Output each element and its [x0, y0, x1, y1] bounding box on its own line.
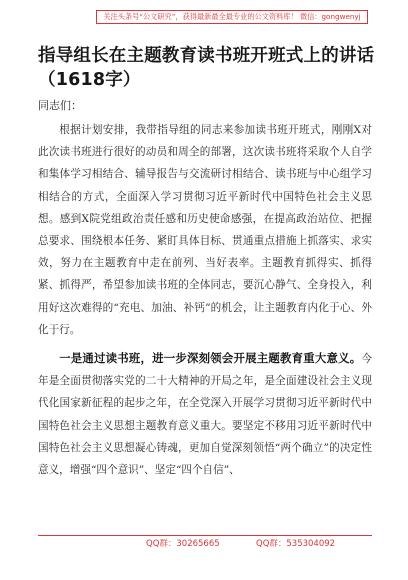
- qq-group-2: QQ群：535304092: [256, 539, 336, 549]
- section-paragraph: [38, 347, 372, 481]
- promo-banner[interactable]: 关注头条号“公文研究”，获得最新最全最专业的公文资料库！ 微信：gongwenyj: [96, 10, 368, 24]
- footer: [0, 536, 408, 552]
- intro-paragraph: 根据计划安排，我带指导组的同志来参加读书班开班式，刚刚X对此次读书班进行很好的动员和周全的部署，这次读书班将采取个人自学和集体学习相结合、辅导报告与交流研讨相结合、读书班与中心组学习相结合的方式，全面深入学习贯彻习近平新时代中国特色社会主义思想。感到X院党组政治责任感和历史使命感强，在提高政治站位、把握总要求、围绕根本任务、紧盯具体目标、贯通重点措施上抓落实、求实效，努力在主题教育中走在前列、当好表率。主题教育抓得实、抓得紧、抓得严，希望参加读书班的全体同志，要沉心静气、全身投入，利用好这次难得的“充电、加油、补钙”的机会，让主题教育内化于心、外化于行。: [38, 124, 372, 336]
- qq-group-1: QQ群：30265665: [146, 539, 220, 549]
- section-heading: 一是通过读书班，进一步深刻领会开展主题教育重大意义。: [59, 351, 362, 366]
- section-text: 今年是全面贯彻落实党的二十大精神的开局之年，是全面建设社会主义现代化国家新征程的起步之年，在全党深入开展学习贯彻习近平新时代中国特色社会主义思想主题教育意义重大。要坚定不移用习近平新时代中国特色社会主义思想凝心铸魂，更加自觉深刻领悟“两个确立”的决定性意义，增强“四个意识”、坚定“四个自信”、: [38, 353, 372, 477]
- document-title: 指导组长在主题教育读书班开班式上的讲话（1618字）: [38, 46, 375, 90]
- document-body: [38, 119, 372, 481]
- salutation: 同志们：: [38, 99, 82, 112]
